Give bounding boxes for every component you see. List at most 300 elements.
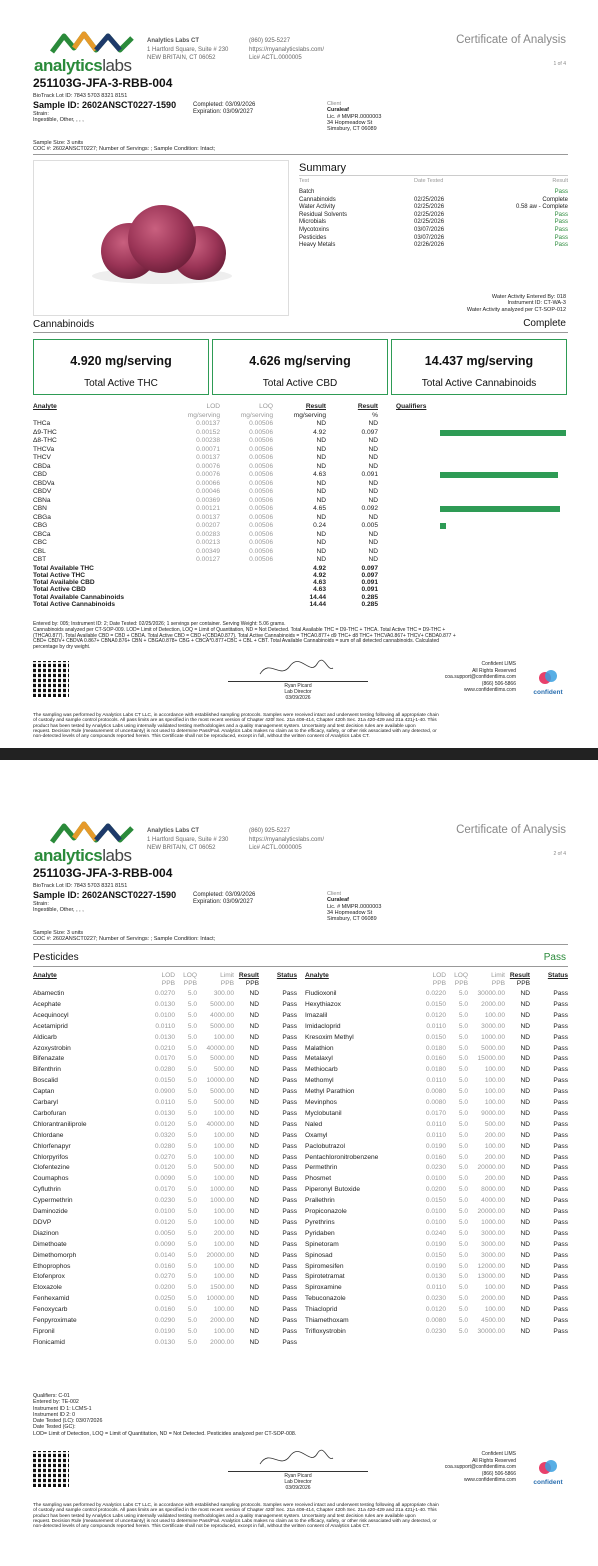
- col-analyte: Analyte: [33, 972, 57, 979]
- summary-test: Pesticides: [299, 234, 327, 241]
- lod-value: 0.00349: [196, 547, 220, 555]
- loq-value: 5.0: [187, 1197, 197, 1205]
- signature-icon: [255, 1446, 335, 1472]
- unit: PPB: [220, 980, 234, 987]
- lod-value: 0.0100: [425, 1218, 446, 1226]
- lod-value: 0.0160: [425, 1153, 446, 1161]
- status-value: Pass: [553, 1164, 568, 1172]
- result-pct: 0.005: [361, 522, 378, 529]
- loq-value: 0.00506: [249, 454, 273, 461]
- result-value: ND: [520, 1251, 530, 1259]
- summary-date: 02/25/2026: [414, 204, 445, 211]
- lab-name: Analytics Labs CT: [147, 828, 200, 834]
- disclaimer-line: request. Decision Rule (measurement of uncertainty) is not used to determine Pass/Fail. Analytics Labs makes no claim as to the efficacy, safety, or other risk associated with any detected, or: [33, 1518, 437, 1524]
- pesticide-row: [33, 1164, 297, 1172]
- confident-website[interactable]: www.confidentlims.com: [464, 687, 516, 693]
- status-value: Pass: [282, 1295, 297, 1303]
- loq-value: 5.0: [458, 1000, 468, 1008]
- result-value: ND: [520, 1000, 530, 1008]
- coc-info: COC #: 2602ANSCT0227; Number of Servings: ; Sample Condition: Intact;: [33, 936, 216, 942]
- result-pct: ND: [368, 488, 378, 495]
- analyte-name: Methiocarb: [305, 1066, 338, 1074]
- loq-value: 5.0: [187, 1186, 197, 1194]
- loq-value: 5.0: [187, 1000, 197, 1008]
- limit-value: 1000.00: [481, 1218, 505, 1226]
- lod-value: 0.0210: [154, 1044, 175, 1052]
- result-pct: ND: [368, 556, 378, 563]
- confident-email[interactable]: coa.support@confidentlims.com: [444, 1464, 516, 1470]
- cannabinoid-row: [33, 463, 568, 471]
- status-value: Pass: [282, 1327, 297, 1335]
- result-mg: ND: [316, 488, 326, 495]
- loq-value: 5.0: [458, 1077, 468, 1085]
- analyte-name: Metalaxyl: [305, 1055, 333, 1063]
- pesticide-row: [33, 1284, 297, 1292]
- result-mg: ND: [316, 539, 326, 546]
- lod-value: 0.0110: [426, 1284, 446, 1292]
- signer-name: Ryan Picard: [284, 683, 312, 689]
- lod-value: 0.0190: [425, 1262, 446, 1270]
- wa-note: Instrument ID: CT-WA-3: [507, 300, 566, 307]
- col-analyte: Analyte: [305, 972, 329, 979]
- unit: %: [372, 411, 378, 419]
- analyte-name: CBNa: [33, 496, 51, 504]
- result-value: ND: [520, 1262, 530, 1270]
- lod-value: 0.0100: [425, 1208, 446, 1215]
- product-photo: [33, 160, 289, 316]
- pesticide-row: [33, 1252, 297, 1260]
- note-line: LOD= Limit of Detection, LOQ = Limit of Quantitation, ND = Not Detected. Pesticides analyzed per CT-SOP-008.: [33, 1430, 297, 1437]
- pesticide-row: [305, 1045, 568, 1053]
- limit-value: 9000.00: [481, 1109, 505, 1117]
- lod-value: 0.0100: [425, 1175, 446, 1183]
- analyte-name: Diazinon: [33, 1229, 59, 1237]
- pesticide-row: [33, 1099, 297, 1107]
- status-value: Pass: [282, 1077, 297, 1085]
- limit-value: 100.00: [484, 1077, 505, 1085]
- biotrack-id: BioTrack Lot ID: 7843 5703 8321 8151: [33, 93, 128, 99]
- result-value: ND: [520, 1066, 530, 1074]
- summary-date: 03/07/2026: [414, 227, 445, 233]
- pesticides-header-row: [33, 972, 297, 980]
- summary-table: [299, 178, 568, 258]
- analyte-name: CBCa: [33, 530, 51, 538]
- lod-value: 0.00046: [196, 488, 220, 495]
- cannabinoid-row: [33, 454, 568, 462]
- analyte-name: Boscalid: [33, 1077, 58, 1085]
- loq-value: 5.0: [458, 1317, 468, 1324]
- result-mg: ND: [316, 437, 326, 444]
- lod-value: 0.0170: [425, 1109, 446, 1117]
- client-label: Client: [327, 101, 342, 107]
- loq-value: 5.0: [187, 1317, 197, 1324]
- unit: PPB: [454, 980, 468, 987]
- result-value: ND: [249, 1208, 259, 1215]
- status-value: Pass: [553, 1284, 568, 1292]
- loq-value: 5.0: [187, 1099, 197, 1106]
- units-row: [33, 980, 297, 988]
- analyte-name: Pyrethrins: [305, 1218, 335, 1226]
- result-value: ND: [249, 1317, 259, 1324]
- result-value: ND: [249, 1120, 259, 1128]
- loq-value: 0.00506: [249, 445, 273, 453]
- status-value: Pass: [282, 1317, 297, 1324]
- lod-value: 0.00137: [196, 454, 220, 461]
- pesticide-row: [33, 1001, 297, 1009]
- pesticides-status: Pass: [543, 952, 566, 963]
- limit-value: 200.00: [484, 1153, 505, 1161]
- pesticide-row: [33, 1339, 297, 1347]
- pesticide-row: [33, 1208, 297, 1216]
- result-mg: ND: [316, 496, 326, 504]
- summary-date: 02/26/2026: [414, 242, 445, 249]
- result-value: ND: [249, 1033, 259, 1041]
- pesticide-row: [305, 1241, 568, 1249]
- loq-value: 5.0: [458, 1229, 468, 1237]
- loq-value: 5.0: [458, 1251, 468, 1259]
- pesticide-row: [33, 990, 297, 998]
- summary-test: Heavy Metals: [299, 242, 336, 249]
- lod-value: 0.0190: [425, 1142, 446, 1150]
- lod-value: 0.00137: [196, 420, 220, 427]
- lod-value: 0.0280: [154, 1066, 175, 1074]
- lod-value: 0.00152: [196, 428, 220, 436]
- status-value: Pass: [553, 1131, 568, 1139]
- analyte-name: Spiromesifen: [305, 1262, 344, 1270]
- result-value: ND: [249, 1022, 259, 1030]
- result-value: ND: [249, 1164, 259, 1172]
- pesticide-row: [305, 1034, 568, 1042]
- lod-value: 0.0080: [425, 1099, 446, 1106]
- category: Ingestible, Other, , , ,: [33, 117, 84, 123]
- result-pct: 0.091: [361, 471, 378, 478]
- status-value: Pass: [553, 1153, 568, 1161]
- summary-date: 03/07/2026: [414, 234, 445, 241]
- cannabinoid-row: [33, 429, 568, 437]
- total-thc-value: 4.920 mg/serving: [70, 354, 172, 368]
- result-value: ND: [520, 1088, 530, 1096]
- analyte-name: Chlorpyrifos: [33, 1153, 69, 1161]
- total-pct: 0.091: [361, 579, 378, 587]
- lod-value: 0.0230: [425, 1295, 446, 1303]
- limit-value: 20000.00: [477, 1208, 505, 1215]
- result-value: ND: [520, 1295, 530, 1303]
- loq-value: 5.0: [187, 1251, 197, 1259]
- col-loq: LOQ: [454, 972, 468, 979]
- loq-value: 5.0: [458, 1055, 468, 1063]
- status-value: Pass: [282, 1088, 297, 1096]
- lod-value: 0.0170: [154, 1186, 175, 1194]
- note-line: Date Tested (GC):: [33, 1424, 76, 1431]
- result-mg: ND: [316, 420, 326, 427]
- result-bar: [440, 506, 560, 512]
- status-value: Pass: [553, 1088, 568, 1096]
- disclaimer-line: The sampling was performed by Analytics Labs CT LLC, in accordance with established sampling protocols. Samples were received intact and underwent testing following all appropriate chain: [33, 1503, 439, 1508]
- disclaimer-line: of custody and sample control protocols. All pass limits are as specified in the most recent version of Chapter 420f Sec. 21a 408-414, Chapter 420h Sec. 21a 420-429 and 21a 421j-1-40. This: [33, 1508, 437, 1514]
- disclaimer: [33, 1503, 568, 1529]
- col-result-mg: Result: [305, 403, 326, 410]
- analyte-name: Spiroxamine: [305, 1284, 342, 1292]
- result-pct: ND: [368, 496, 378, 504]
- summary-test: Microbials: [299, 219, 327, 226]
- summary-title: Summary: [299, 162, 347, 174]
- lod-value: 0.0190: [425, 1240, 446, 1248]
- loq-value: 0.00506: [249, 530, 273, 538]
- status-value: Pass: [553, 1186, 568, 1194]
- qr-code-icon[interactable]: [33, 661, 69, 697]
- total-pct: 0.091: [361, 586, 378, 594]
- status-value: Pass: [282, 1251, 297, 1259]
- result-bar: [440, 472, 558, 478]
- lod-value: 0.0190: [154, 1327, 175, 1335]
- client-name: Curaleaf: [327, 897, 350, 904]
- analyte-name: Tebuconazole: [305, 1295, 346, 1303]
- total-mg: 4.92: [313, 564, 326, 572]
- lod-value: 0.0120: [154, 1164, 175, 1172]
- analyte-name: THCV: [33, 454, 51, 461]
- expiration-date: Expiration: 03/09/2027: [193, 109, 254, 115]
- loq-value: 5.0: [458, 1218, 468, 1226]
- cannabinoids-status: Complete: [523, 318, 566, 329]
- total-pct: 0.285: [361, 593, 378, 601]
- result-value: ND: [520, 1131, 530, 1139]
- qr-code-icon[interactable]: [33, 1451, 69, 1487]
- analyte-name: Acephate: [33, 1000, 61, 1008]
- loq-value: 5.0: [187, 1033, 197, 1041]
- confident-website[interactable]: www.confidentlims.com: [464, 1477, 516, 1483]
- result-value: ND: [520, 1164, 530, 1172]
- status-value: Pass: [553, 1109, 568, 1117]
- batch-id: 251103G-JFA-3-RBB-004: [33, 76, 173, 90]
- result-pct: ND: [368, 539, 378, 546]
- analyte-name: Dimethoate: [33, 1240, 67, 1248]
- lod-value: 0.0110: [155, 1022, 175, 1030]
- loq-value: 0.00506: [249, 462, 273, 470]
- limit-value: 100.00: [213, 1131, 234, 1139]
- result-value: ND: [249, 1240, 259, 1248]
- lod-value: 0.0270: [154, 1153, 175, 1161]
- total-pct: 0.097: [361, 571, 378, 579]
- total-cbd-label: Total Active CBD: [262, 378, 338, 389]
- document-title: Certificate of Analysis: [456, 824, 566, 836]
- lod-value: 0.0080: [425, 1088, 446, 1096]
- status-value: Pass: [282, 1044, 297, 1052]
- pesticide-row: [305, 1230, 568, 1238]
- result-pct: ND: [368, 462, 378, 470]
- loq-value: 5.0: [187, 1142, 197, 1150]
- loq-value: 5.0: [458, 1142, 468, 1150]
- loq-value: 5.0: [187, 1327, 197, 1335]
- lab-license: Lic# ACTL.0000005: [249, 845, 302, 851]
- status-value: Pass: [553, 1120, 568, 1128]
- status-value: Pass: [282, 1120, 297, 1128]
- cannabinoid-row: [33, 556, 568, 564]
- cannabinoid-row: [33, 497, 568, 505]
- status-value: Pass: [282, 1284, 297, 1292]
- summary-test: Batch: [299, 189, 315, 195]
- total-mg: 14.44: [309, 593, 326, 601]
- col-result: Result: [238, 972, 259, 979]
- result-pct: ND: [368, 547, 378, 555]
- lab-website[interactable]: https://myanalyticslabs.com/: [249, 46, 325, 53]
- pesticide-row: [33, 1273, 297, 1281]
- pesticide-row: [33, 1045, 297, 1053]
- total-cannabinoids-label: Total Active Cannabinoids: [421, 378, 537, 389]
- unit: PPB: [516, 980, 530, 987]
- pesticides-header-row: [305, 972, 568, 980]
- result-value: ND: [249, 1262, 259, 1270]
- lod-value: 0.0050: [154, 1229, 175, 1237]
- status-value: Pass: [282, 1066, 297, 1074]
- col-analyte: Analyte: [33, 403, 57, 410]
- lod-value: 0.0160: [154, 1306, 175, 1314]
- status-value: Pass: [282, 1153, 297, 1161]
- pesticides-table-right: [305, 972, 568, 1431]
- status-value: Pass: [282, 1011, 297, 1019]
- loq-value: 0.00506: [249, 428, 273, 436]
- analytics-labs-logo: [30, 30, 140, 74]
- document-title: Certificate of Analysis: [456, 34, 566, 46]
- loq-value: 5.0: [187, 1055, 197, 1063]
- result-value: ND: [249, 1088, 259, 1096]
- lab-website[interactable]: https://myanalyticslabs.com/: [249, 836, 325, 843]
- lod-value: 0.0160: [425, 1055, 446, 1063]
- loq-value: 5.0: [458, 1153, 468, 1161]
- strain-label: Strain:: [33, 901, 49, 907]
- lod-value: 0.0110: [426, 1022, 446, 1030]
- client-address-2: Simsbury, CT 06089: [327, 126, 377, 133]
- lod-value: 0.0230: [425, 1164, 446, 1172]
- result-value: ND: [249, 1327, 259, 1335]
- analyte-name: CBDa: [33, 462, 51, 470]
- status-value: Pass: [553, 1218, 568, 1226]
- pesticide-row: [305, 1023, 568, 1031]
- lod-value: 0.0130: [154, 1338, 175, 1346]
- lod-value: 0.0220: [425, 990, 446, 997]
- result-value: ND: [249, 1011, 259, 1019]
- analyte-name: Aldicarb: [33, 1033, 57, 1041]
- pesticides-table-left: [33, 972, 297, 1431]
- result-value: ND: [520, 1142, 530, 1150]
- status-value: Pass: [282, 1175, 297, 1183]
- analyte-name: CBG: [33, 522, 48, 529]
- note-line: CBD+ CBDV+ CBDVA 0.867+ CBNA0.876+ CBN + CBGA0.878+ CBG + CBCA*0.877+CBC + CBL + CBT. Total Available Cannabinoids = sum of all detected cannabinoids. Calculated: [33, 638, 440, 645]
- result-value: ND: [249, 1109, 259, 1117]
- pesticide-row: [305, 1175, 568, 1183]
- result-value: ND: [249, 1197, 259, 1205]
- limit-value: 100.00: [213, 1262, 234, 1270]
- limit-value: 100.00: [213, 1109, 234, 1117]
- lod-value: 0.0280: [154, 1142, 175, 1150]
- loq-value: 5.0: [458, 1284, 468, 1292]
- lab-phone: (860) 925-5227: [249, 828, 291, 834]
- pesticide-row: [33, 1317, 297, 1325]
- signer-name: Ryan Picard: [284, 1473, 312, 1479]
- confident-email[interactable]: coa.support@confidentlims.com: [444, 674, 516, 680]
- confident-phone: (866) 506-5866: [481, 1470, 516, 1477]
- note-line: Entered by: TE-002: [33, 1399, 79, 1406]
- limit-value: 20000.00: [477, 1164, 505, 1172]
- summary-result: Pass: [554, 211, 568, 218]
- result-value: ND: [520, 1033, 530, 1041]
- pesticide-row: [305, 1317, 568, 1325]
- loq-value: 5.0: [187, 1120, 197, 1128]
- pesticide-row: [33, 1077, 297, 1085]
- summary-test: Cannabinoids: [299, 196, 336, 203]
- loq-value: 5.0: [458, 1099, 468, 1106]
- limit-value: 4000.00: [481, 1197, 505, 1205]
- disclaimer-line: of custody and sample control protocols. All pass limits are as specified in the most recent version of Chapter 420f Sec. 21a 408-414, Chapter 420h Sec. 21a 420-429 and 21a 421j-1-40. This: [33, 718, 437, 724]
- result-value: ND: [520, 1208, 530, 1215]
- lab-license: Lic# ACTL.0000005: [249, 55, 302, 61]
- disclaimer-line: non-detected levels of any compounds reported herein. This Certificate shall not be reproduced, except in full, without the written consent of Analytics Labs CT.: [33, 1524, 370, 1530]
- mountain-logo-icon: [50, 820, 134, 846]
- analyte-name: Prallethrin: [305, 1197, 335, 1205]
- note-line: (THCA0.877). Total Available CBD = CBD + CBDA. Total Active CBD = CBD +(CBDA0.877). Total Active Cannabinoids = THCA0.877+ d9 THC+ d8 THC+ THCVA0.867+ THCV+ CBDA0.877 +: [33, 632, 456, 639]
- pesticide-row: [33, 1066, 297, 1074]
- result-value: ND: [249, 1218, 259, 1226]
- confident-brand: confident: [533, 1479, 563, 1486]
- disclaimer-line: The sampling was performed by Analytics Labs CT LLC, in accordance with established sampling protocols. Samples were received intact and underwent testing following all appropriate chain: [33, 713, 439, 718]
- summary-result: Pass: [554, 219, 568, 226]
- limit-value: 4000.00: [210, 1011, 234, 1019]
- expiration-date: Expiration: 03/09/2027: [193, 899, 254, 905]
- limit-value: 100.00: [213, 1175, 234, 1183]
- status-value: Pass: [553, 1142, 568, 1150]
- lod-value: 0.00238: [196, 437, 220, 444]
- limit-value: 8000.00: [481, 1186, 505, 1194]
- status-value: Pass: [282, 1208, 297, 1215]
- status-value: Pass: [553, 1251, 568, 1259]
- unit: PPB: [245, 980, 259, 987]
- limit-value: 100.00: [213, 1327, 234, 1335]
- total-name: Total Available THC: [33, 564, 94, 572]
- loq-value: 5.0: [458, 1175, 468, 1183]
- summary-date: 02/25/2026: [414, 211, 445, 218]
- status-value: Pass: [282, 1338, 297, 1346]
- loq-value: 5.0: [458, 1240, 468, 1248]
- analyte-name: Mevinphos: [305, 1099, 337, 1106]
- summary-date: 02/25/2026: [414, 219, 445, 226]
- loq-value: 5.0: [187, 990, 197, 997]
- analyte-name: Abamectin: [33, 990, 65, 997]
- loq-value: 0.00506: [249, 505, 273, 512]
- total-pct: 0.097: [361, 564, 378, 572]
- pesticide-row: [305, 1164, 568, 1172]
- client-address-2: Simsbury, CT 06089: [327, 916, 377, 923]
- lod-value: 0.0270: [154, 990, 175, 997]
- status-value: Pass: [553, 1327, 568, 1335]
- lod-value: 0.0100: [154, 1011, 175, 1019]
- result-value: ND: [520, 1197, 530, 1205]
- pesticide-row: [305, 1099, 568, 1107]
- analyte-name: Clofentezine: [33, 1164, 70, 1172]
- confident-line: Confident LIMS: [481, 661, 516, 667]
- result-mg: ND: [316, 530, 326, 538]
- loq-value: 5.0: [458, 1306, 468, 1314]
- limit-value: 3000.00: [481, 1251, 505, 1259]
- pesticide-row: [305, 1154, 568, 1162]
- result-value: ND: [249, 1153, 259, 1161]
- limit-value: 20000.00: [206, 1251, 234, 1259]
- analyte-name: Fenoxycarb: [33, 1306, 68, 1314]
- confident-phone: (866) 506-5866: [481, 680, 516, 687]
- result-value: ND: [520, 1317, 530, 1324]
- result-pct: ND: [368, 420, 378, 427]
- units-row: [33, 412, 568, 420]
- result-value: ND: [249, 1044, 259, 1052]
- total-name: Total Available CBD: [33, 579, 95, 587]
